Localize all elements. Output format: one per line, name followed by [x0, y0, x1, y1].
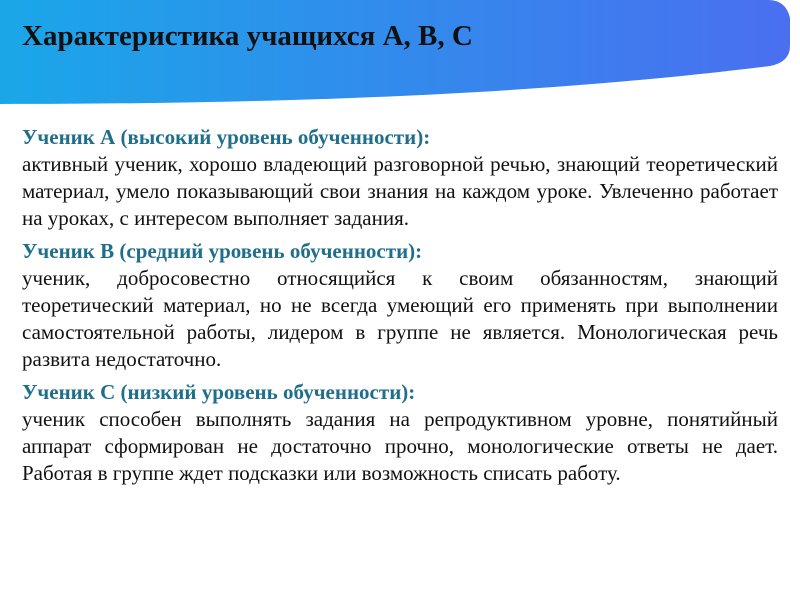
slide-title: Характеристика учащихся А, В, С [22, 20, 473, 52]
header-banner [0, 0, 800, 112]
section-text: ученик, добросовестно относящийся к своим обязанностям, знающий теоретический материал, но не всегда умеющий его применять при выполнении самостоятельной работы, лидером в группе не является. Монологическая речь развита недостаточно. [22, 266, 778, 371]
content-area [22, 124, 778, 493]
section-text: активный ученик, хорошо владеющий разговорной речью, знающий теоретический материал, умело показывающий свои знания на каждом уроке. Увлеченно работает на уроках, с интересом выполняет задания. [22, 152, 778, 230]
section-student-b [22, 238, 778, 373]
section-heading: Ученик А (высокий уровень обученности): [22, 125, 431, 149]
section-student-c [22, 379, 778, 487]
section-text: ученик способен выполнять задания на репродуктивном уровне, понятийный аппарат сформирован не достаточно прочно, монологические ответы не дает. Работая в группе ждет подсказки или возможность списать работу. [22, 407, 778, 485]
section-heading: Ученик В (средний уровень обученности): [22, 239, 423, 263]
section-heading: Ученик С (низкий уровень обученности): [22, 380, 416, 404]
section-student-a [22, 124, 778, 232]
